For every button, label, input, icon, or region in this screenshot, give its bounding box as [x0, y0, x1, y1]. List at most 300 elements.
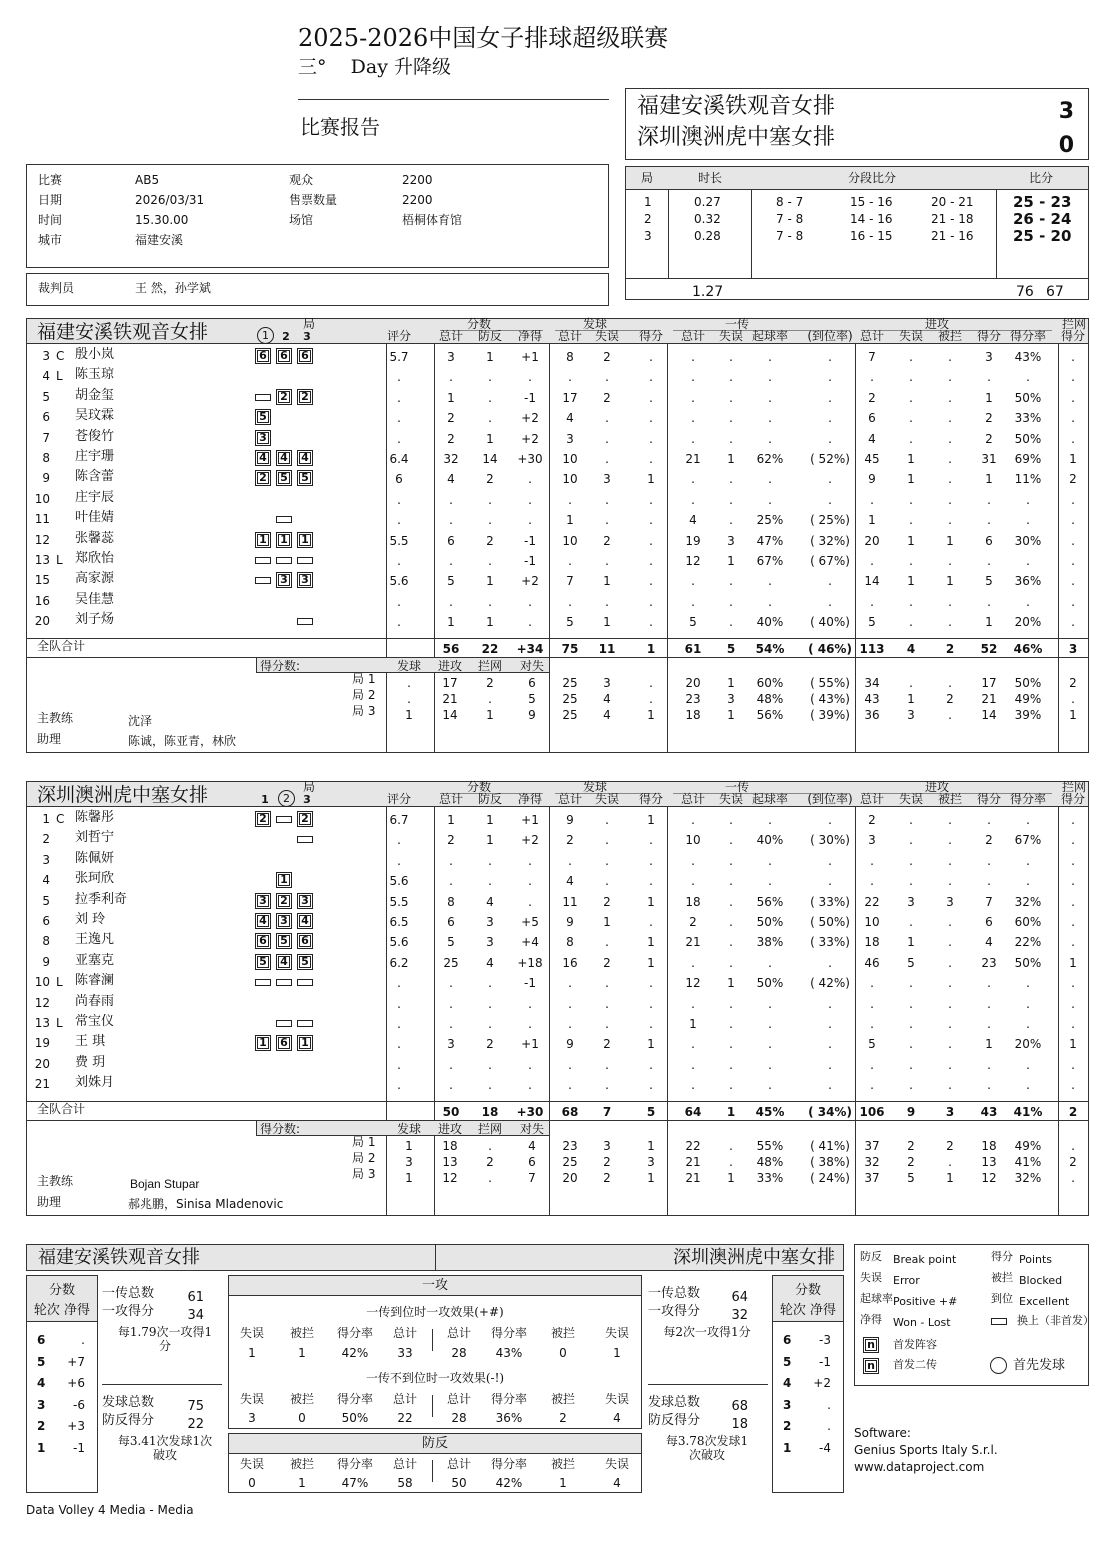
rotation-net: -1	[819, 1354, 831, 1369]
stat-cell: 6	[985, 533, 993, 548]
total-cell: 18	[481, 1104, 499, 1119]
set-row-label: 局 3	[352, 703, 376, 718]
set-partial: 20 - 21	[931, 195, 974, 209]
stat-cell: 2	[868, 390, 876, 405]
stat-cell: .	[605, 935, 609, 950]
set-number: 3	[644, 229, 652, 243]
stat-cell: .	[449, 492, 453, 507]
home-subhdr: 被拦	[937, 329, 962, 343]
starting-position-box: 2	[276, 893, 292, 909]
stat-cell: .	[870, 874, 874, 889]
total-cell: 1	[726, 1104, 736, 1119]
stat-cell: 5	[907, 955, 915, 970]
rotation-net: -3	[819, 1333, 831, 1347]
stat-cell: 17	[562, 390, 578, 405]
stat-cell: .	[948, 431, 952, 446]
stat-cell: 3	[486, 935, 494, 950]
stat-cell: 5	[447, 574, 455, 589]
stat-cell: .	[691, 874, 695, 889]
stat-cell: 5	[566, 615, 574, 630]
total-cell: 43	[980, 1104, 998, 1119]
stat-cell: 14	[482, 452, 498, 466]
stat-cell: .	[729, 1078, 733, 1093]
stat-cell: 1	[647, 1037, 655, 1052]
away-subhdr: 得分	[1060, 792, 1085, 806]
stat-cell: .	[397, 554, 401, 568]
sideout-hdr: 被拦	[289, 1326, 314, 1340]
stat-cell: 2	[447, 431, 455, 446]
sideout-hdr: 被拦	[289, 1392, 314, 1406]
legend-key: 得分	[991, 1250, 1013, 1263]
stat-cell: .	[987, 853, 991, 868]
stat-cell: .	[649, 492, 653, 507]
set-stat-cell: 13	[981, 1154, 997, 1169]
sideout-cell: 33	[397, 1346, 413, 1360]
player-role: L	[56, 369, 63, 384]
stat-cell: 14	[864, 574, 880, 589]
starting-position-box: 2	[255, 811, 271, 827]
stat-cell: .	[649, 1078, 653, 1093]
rotation-number: 2	[783, 1419, 792, 1433]
set-stat-cell: 25	[562, 707, 578, 722]
stat-cell: .	[488, 411, 492, 426]
sideout-sub2: 一传不到位时一攻效果(-!)	[365, 1371, 505, 1385]
set-stat-cell: 25	[562, 675, 578, 690]
away-subhdr: 得分	[976, 792, 1001, 806]
stat-cell: .	[870, 853, 874, 868]
stat-cell: .	[605, 1078, 609, 1093]
stat-cell: +2	[521, 431, 539, 446]
stat-cell: .	[397, 1037, 401, 1052]
stat-cell: 1	[647, 472, 655, 487]
stat-cell: .	[987, 1078, 991, 1093]
stat-cell: .	[397, 411, 401, 426]
sideout-hdr: 总计	[446, 1326, 471, 1340]
stat-cell: .	[649, 431, 653, 446]
sideout-sub1: 一传到位时一攻效果(+#)	[366, 1305, 504, 1319]
player-number: 10	[34, 975, 50, 990]
stat-cell: 1	[447, 615, 455, 630]
set-points-cell: .	[407, 691, 411, 706]
stat-cell: .	[729, 615, 733, 630]
set-stat-cell: 21	[685, 1154, 701, 1169]
stat-cell: 6	[985, 915, 993, 929]
stat-cell: 60%	[1014, 915, 1042, 929]
player-name: 吴玟霖	[75, 408, 115, 424]
info-cell: 城市	[38, 233, 63, 247]
set-stat-cell: 34	[864, 675, 880, 690]
set-points-cell: .	[488, 1138, 492, 1153]
set-partial: 21 - 16	[931, 229, 974, 243]
set-stat-cell: .	[1071, 1170, 1075, 1185]
stat-cell: .	[1026, 996, 1030, 1011]
set-stat-cell: ( 43%)	[810, 691, 850, 706]
rotation-number: 5	[37, 1354, 46, 1369]
starting-position-box: 4	[255, 913, 271, 929]
set-duration: 0.27	[694, 195, 721, 209]
rotation-number: 5	[783, 1354, 792, 1369]
stat-cell: .	[1071, 853, 1075, 868]
stat-cell: .	[909, 853, 913, 868]
stat-cell: .	[397, 431, 401, 446]
substitution-marker	[297, 836, 313, 843]
stat-cell: 1	[985, 1037, 993, 1052]
player-number: 5	[42, 389, 50, 404]
substitution-marker	[255, 979, 271, 986]
stat-cell: .	[605, 976, 609, 991]
set-stat-cell: .	[1071, 691, 1075, 706]
stat-cell: .	[605, 411, 609, 426]
set-number: 1	[644, 195, 652, 209]
set-stat-cell: 43	[864, 691, 880, 706]
starting-position-box: 5	[255, 954, 271, 970]
set-score: 26 - 24	[1013, 210, 1072, 228]
legend	[854, 1244, 1094, 1386]
stat-cell: .	[649, 996, 653, 1011]
total-cell: 3	[1068, 641, 1078, 656]
away-assistant: 郝兆鹏，Sinisa Mladenovic	[128, 1196, 284, 1211]
stat-cell: .	[948, 452, 952, 466]
stat-cell: 2	[603, 955, 611, 970]
total-cell: 22	[481, 641, 499, 656]
set-indicator-1: 1	[257, 327, 274, 344]
stat-cell: .	[909, 996, 913, 1011]
stat-cell: .	[909, 874, 913, 889]
player-number: 13	[34, 1016, 50, 1030]
player-number: 5	[42, 893, 50, 908]
stat-cell: 30%	[1014, 533, 1042, 548]
set-stat-cell: 1	[727, 675, 735, 690]
substitution-marker	[297, 618, 313, 625]
set-stat-cell: 60%	[756, 675, 784, 690]
player-name: 王 琪	[75, 1034, 106, 1050]
player-name: 费 玥	[75, 1054, 106, 1070]
stat-cell: .	[948, 1017, 952, 1031]
away-subhdr: 总计	[438, 792, 463, 806]
total-cell: 2	[1068, 1104, 1078, 1119]
home-sv-l2: 防反得分	[102, 1413, 155, 1428]
stat-cell: +30	[517, 452, 543, 466]
stat-cell: 1	[486, 813, 494, 827]
stat-cell: .	[828, 431, 832, 446]
stat-cell: .	[1071, 976, 1075, 991]
rotation-net: .	[827, 1397, 831, 1412]
stat-cell: 22%	[1014, 935, 1042, 950]
stat-cell: .	[1071, 492, 1075, 507]
total-cell: 64	[684, 1104, 702, 1119]
stat-cell: .	[729, 874, 733, 889]
stat-cell: 1	[603, 574, 611, 589]
stat-cell: .	[488, 370, 492, 385]
stat-cell: .	[987, 492, 991, 507]
player-name: 刘子炀	[75, 612, 115, 628]
player-number: 9	[42, 954, 50, 969]
stat-cell: .	[987, 513, 991, 528]
rotation-number: 3	[783, 1397, 792, 1412]
away-subhdr: 被拦	[937, 792, 962, 806]
player-number: 20	[34, 1056, 50, 1071]
stat-cell: 4	[566, 874, 574, 889]
stat-cell: 21	[685, 935, 701, 950]
home-subhdr: 总计	[557, 329, 582, 343]
stat-cell: 19	[685, 533, 701, 548]
player-role: C	[56, 349, 65, 363]
away-sv-note: 每3.78次发球1次破攻	[665, 1434, 749, 1462]
stat-cell: .	[649, 370, 653, 385]
sideout-cell: 50%	[341, 1411, 369, 1425]
sideout-hdr: 被拦	[550, 1457, 575, 1471]
away-subhdr: (到位率)	[807, 792, 853, 806]
home-subhdr: 得分	[1060, 329, 1085, 343]
away-rot-hdr: 轮次 净得	[779, 1303, 837, 1318]
away-coach-label: 主教练	[37, 1173, 74, 1188]
stat-cell: .	[488, 853, 492, 868]
starting-position-box: 3	[297, 893, 313, 909]
player-name: 陈玉琼	[75, 367, 115, 383]
stat-cell: 2	[1069, 472, 1077, 487]
home-subhdr: 得分	[638, 329, 663, 343]
stat-cell: .	[948, 874, 952, 889]
stat-cell: 2	[985, 411, 993, 426]
home-coach-label: 主教练	[37, 710, 74, 725]
sideout-hdr: 总计	[392, 1457, 417, 1471]
stat-cell: .	[528, 1057, 532, 1072]
info-cell: 日期	[38, 193, 63, 207]
sideout-hdr: 得分率	[490, 1326, 527, 1340]
total-cell: 45%	[755, 1104, 785, 1119]
sideout-cell: 1	[298, 1476, 306, 1490]
player-number: 9	[42, 471, 50, 486]
set-duration: 0.32	[694, 212, 721, 226]
stat-cell: 47%	[756, 533, 784, 548]
stat-cell: 1	[486, 615, 494, 630]
sideout-cell: 36%	[495, 1411, 523, 1425]
stat-cell: 1	[603, 615, 611, 630]
stat-cell: .	[948, 935, 952, 950]
stat-cell: .	[1026, 492, 1030, 507]
set-stat-cell: 39%	[1014, 707, 1042, 722]
player-number: 11	[34, 512, 50, 527]
total-cell: 7	[602, 1104, 612, 1119]
substitution-marker	[297, 979, 313, 986]
stat-cell: 25%	[756, 513, 784, 528]
stat-cell: .	[605, 853, 609, 868]
stat-cell: .	[449, 370, 453, 385]
stat-cell: 4	[486, 894, 494, 909]
rotation-net: +3	[67, 1419, 85, 1433]
stat-cell: .	[488, 594, 492, 609]
set-stat-cell: 2	[1069, 675, 1077, 690]
bottom-home-team: 福建安溪铁观音女排	[38, 1247, 200, 1268]
stat-cell: .	[729, 513, 733, 528]
starting-position-box: 6	[276, 348, 292, 364]
stat-cell: .	[870, 1057, 874, 1072]
away-serve-summary	[648, 1394, 768, 1474]
rotation-net: +2	[813, 1376, 831, 1390]
stat-cell: 40%	[756, 615, 784, 630]
stat-cell: 2	[486, 1037, 494, 1052]
home-hdr-atk: 进攻	[925, 317, 950, 331]
sideout-cell: 43%	[495, 1346, 523, 1360]
total-cell: ( 46%)	[808, 641, 852, 656]
stat-cell: .	[909, 411, 913, 426]
stat-cell: 7	[566, 574, 574, 589]
stat-cell: .	[909, 370, 913, 385]
sideout-cell: 42%	[495, 1476, 523, 1490]
set-stat-cell: 36	[864, 707, 880, 722]
set-points-cell: 5	[528, 691, 536, 706]
home-rot-hdr: 轮次 净得	[33, 1303, 91, 1318]
set-partial: 14 - 16	[850, 212, 893, 226]
legend-key: 被拦	[991, 1271, 1013, 1284]
stat-cell: .	[828, 350, 832, 364]
player-role: L	[56, 1016, 63, 1030]
stat-cell: 22	[864, 894, 880, 909]
stat-cell: .	[729, 431, 733, 446]
stat-cell: .	[828, 874, 832, 889]
sideout-hdr: 总计	[446, 1392, 471, 1406]
stat-cell: 2	[447, 411, 455, 426]
player-number: 6	[42, 914, 50, 928]
software-url[interactable]: www.dataproject.com	[854, 1460, 985, 1474]
starting-position-box: 3	[255, 893, 271, 909]
away-subhdr: 总计	[557, 792, 582, 806]
stat-cell: .	[691, 955, 695, 970]
set-number: 2	[644, 212, 652, 226]
stat-cell: .	[948, 472, 952, 487]
info-cell: 福建安溪	[135, 233, 184, 247]
stat-cell: .	[948, 513, 952, 528]
set-stat-cell: 3	[727, 691, 735, 706]
stat-cell: .	[768, 370, 772, 385]
stat-cell: .	[828, 1017, 832, 1031]
stat-cell: .	[729, 1037, 733, 1052]
stat-cell: 21	[685, 452, 701, 466]
stat-cell: .	[568, 1017, 572, 1031]
away-subhdr: 失误	[898, 792, 923, 806]
starting-position-box: 1	[276, 532, 292, 548]
stat-cell: 3	[447, 350, 455, 364]
stat-cell: .	[528, 370, 532, 385]
stat-cell: 6.4	[389, 452, 409, 466]
sideout-panel	[228, 1275, 642, 1429]
stat-cell: .	[488, 554, 492, 568]
stat-cell: .	[729, 955, 733, 970]
rotation-number: 4	[783, 1376, 792, 1390]
set-partial: 15 - 16	[850, 195, 893, 209]
stat-cell: 2	[603, 390, 611, 405]
stat-cell: .	[948, 833, 952, 848]
player-number: 1	[42, 812, 50, 826]
set-stat-cell: 23	[685, 691, 701, 706]
set-points-cell: .	[488, 1170, 492, 1185]
rotation-net: +7	[67, 1354, 85, 1369]
stat-cell: .	[528, 594, 532, 609]
stat-cell: 10	[562, 472, 578, 487]
stat-cell: 1	[486, 574, 494, 589]
starting-position-box: 5	[276, 470, 292, 486]
rotation-number: 3	[37, 1397, 46, 1412]
stat-cell: .	[729, 472, 733, 487]
set-stat-cell: 21	[981, 691, 997, 706]
stat-cell: .	[528, 1078, 532, 1093]
sideout-hdr: 失误	[239, 1457, 264, 1471]
total-cell: 75	[561, 641, 579, 656]
stat-cell: .	[909, 915, 913, 929]
stat-cell: 1	[946, 533, 954, 548]
rotation-net: .	[81, 1333, 85, 1347]
player-name: 庄宇辰	[75, 489, 115, 505]
stat-cell: 6	[395, 472, 403, 487]
away-total-label: 全队合计	[37, 1101, 86, 1116]
stat-cell: 2	[603, 350, 611, 364]
stat-cell: 3	[985, 350, 993, 364]
player-number: 10	[34, 491, 50, 506]
set-stat-cell: 1	[1069, 707, 1077, 722]
away-fb-v1: 64	[731, 1290, 748, 1305]
stat-cell: .	[397, 996, 401, 1011]
total-cell: 9	[906, 1104, 916, 1119]
away-sv-l2: 防反得分	[648, 1413, 701, 1428]
info-cell: 售票数量	[289, 193, 338, 207]
stat-cell: .	[691, 574, 695, 589]
starting-position-box: 5	[255, 409, 271, 425]
stat-cell: 6.7	[389, 813, 409, 827]
stat-cell: .	[649, 833, 653, 848]
stat-cell: .	[1026, 513, 1030, 528]
legend-value: Break point	[893, 1253, 957, 1266]
starting-position-box: 4	[297, 913, 313, 929]
stat-cell: .	[1071, 615, 1075, 630]
stat-cell: .	[1071, 370, 1075, 385]
stat-cell: .	[948, 554, 952, 568]
stat-cell: .	[449, 853, 453, 868]
stat-cell: 11%	[1014, 472, 1042, 487]
stat-cell: .	[649, 533, 653, 548]
stat-cell: .	[948, 370, 952, 385]
set-stat-cell: .	[948, 707, 952, 722]
stat-cell: .	[909, 1037, 913, 1052]
stat-cell: .	[568, 1078, 572, 1093]
points-hdr: 对失	[519, 658, 544, 673]
substitution-marker	[276, 557, 292, 564]
player-name: 陈含蕾	[75, 469, 115, 485]
stat-cell: 2	[985, 833, 993, 848]
player-role: C	[56, 812, 65, 826]
stat-cell: 1	[907, 574, 915, 589]
set-stat-cell: 5	[907, 1170, 915, 1185]
legend-sub: 换上（非首发）	[1017, 1314, 1094, 1327]
sideout-title: 一攻	[421, 1278, 448, 1293]
stat-cell: 1	[727, 976, 735, 991]
stat-cell: .	[488, 1078, 492, 1093]
set-stat-cell: .	[948, 1154, 952, 1169]
stat-cell: 5.5	[389, 533, 409, 548]
stat-cell: 1	[985, 615, 993, 630]
stat-cell: .	[987, 1057, 991, 1072]
total-cell: 41%	[1013, 1104, 1043, 1119]
stat-cell: .	[649, 513, 653, 528]
score-home-sets: 3	[1058, 99, 1074, 124]
sets-table	[625, 166, 1089, 300]
sideout-cell: 22	[397, 1411, 413, 1425]
stat-cell: .	[605, 492, 609, 507]
stat-cell: .	[828, 594, 832, 609]
stat-cell: .	[568, 996, 572, 1011]
away-rotation	[772, 1275, 844, 1493]
set-points-cell: 7	[528, 1170, 536, 1185]
player-name: 庄宇珊	[75, 449, 115, 464]
